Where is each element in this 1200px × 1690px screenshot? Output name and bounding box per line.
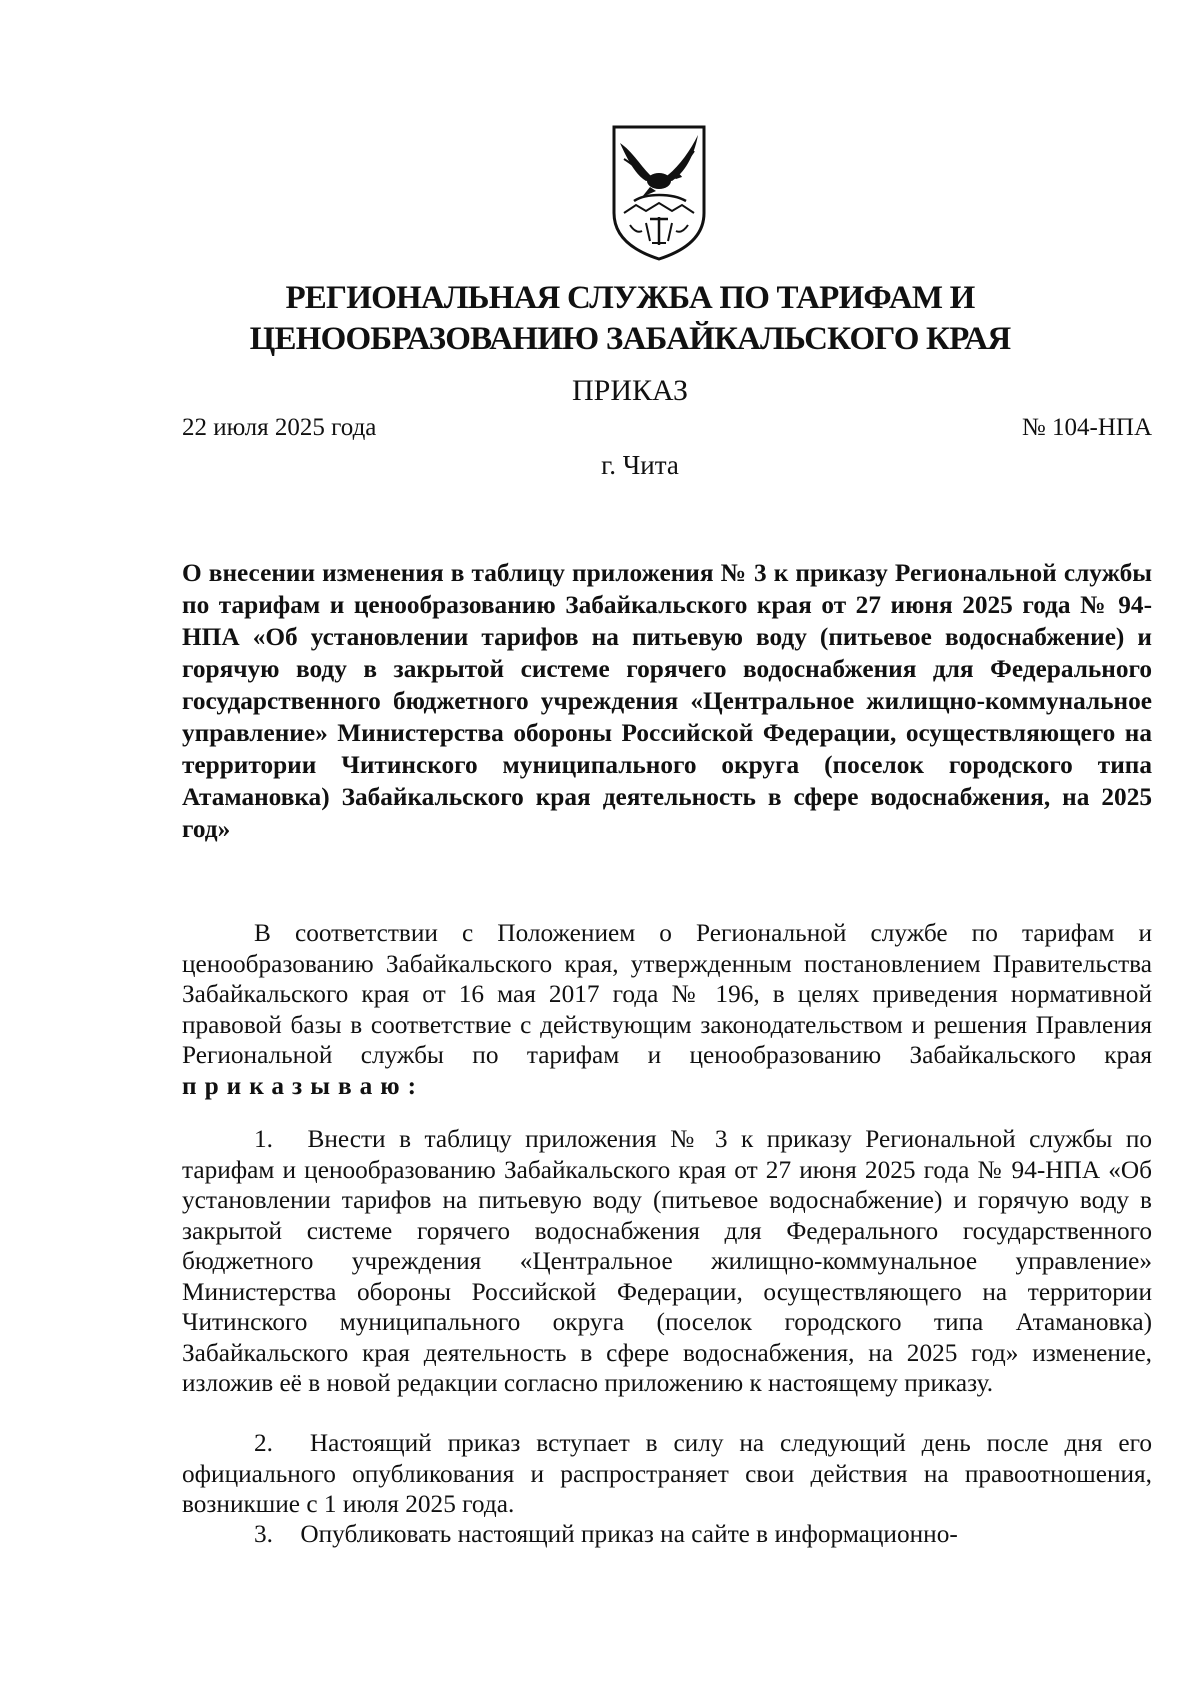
- document-date: 22 июля 2025 года: [182, 414, 377, 441]
- order-item: [182, 1124, 1152, 1399]
- item-text: Опубликовать настоящий приказ на сайте в информационно-: [300, 1520, 958, 1548]
- item-text: Настоящий приказ вступает в силу на следующий день после дня его официального опубликования и распространяет свои действия на правоотношения, возникшие с 1 июля 2025 года.: [182, 1429, 1153, 1518]
- preamble-paragraph: [182, 918, 1152, 1101]
- item-number: 3.: [254, 1520, 273, 1548]
- item-number: 1.: [254, 1125, 273, 1153]
- coat-of-arms-icon: [606, 121, 712, 261]
- organization-title-line-2: ЦЕНООБРАЗОВАНИЮ ЗАБАЙКАЛЬСКОГО КРАЯ: [249, 321, 1011, 357]
- order-word: приказываю:: [182, 1071, 425, 1100]
- preamble-text: В соответствии с Положением о Региональной службе по тарифам и ценообразованию Забайкальского края, утвержденным постановлением Правительства Забайкальского края от 16 мая 2017 года № 196, в целях приведения нормативной правовой базы в соответствие с действующим законодательством и решения Правления Региональной службы по тарифам и ценообразованию Забайкальского края: [182, 919, 1152, 1069]
- document-number: № 104-НПА: [1021, 414, 1152, 441]
- organization-title-line-1: РЕГИОНАЛЬНАЯ СЛУЖБА ПО ТАРИФАМ И: [285, 280, 975, 316]
- item-text: Внести в таблицу приложения № 3 к приказу Региональной службы по тарифам и ценообразованию Забайкальского края от 27 июня 2025 года № 94-НПА «Об установлении тарифов на питьевую воду (питьевое водоснабжение) и горячую воду в закрытой системе горячего водоснабжения для Федерального государственного бюджетного учреждения «Центральное жилищно-коммунальное управление» Министерства обороны Российской Федерации, осуществляющего на территории Читинского муниципального округа (поселок городского типа Атамановка) Забайкальского края деятельность в сфере водоснабжения, на 2025 год» изменение, изложив её в новой редакции согласно приложению к настоящему приказу.: [182, 1125, 1153, 1397]
- organization-title: [200, 278, 1060, 360]
- document-subject: О внесении изменения в таблицу приложения № 3 к приказу Региональной службы по тарифам и ценообразованию Забайкальского края от 27 июня 2025 года № 94-НПА «Об установлении тарифов на питьевую воду (питьевое водоснабжение) и горячую воду в закрытой системе горячего водоснабжения для Федерального государственного бюджетного учреждения «Центральное жилищно-коммунальное управление» Министерства обороны Российской Федерации, осуществляющего на территории Читинского муниципального округа (поселок городского типа Атамановка) Забайкальского края деятельность в сфере водоснабжения, на 2025 год»: [182, 559, 1152, 843]
- order-item: [182, 1428, 1152, 1520]
- document-city: г. Чита: [601, 450, 679, 480]
- item-number: 2.: [254, 1429, 273, 1457]
- order-item: [182, 1519, 1152, 1550]
- document-type: ПРИКАЗ: [572, 374, 688, 407]
